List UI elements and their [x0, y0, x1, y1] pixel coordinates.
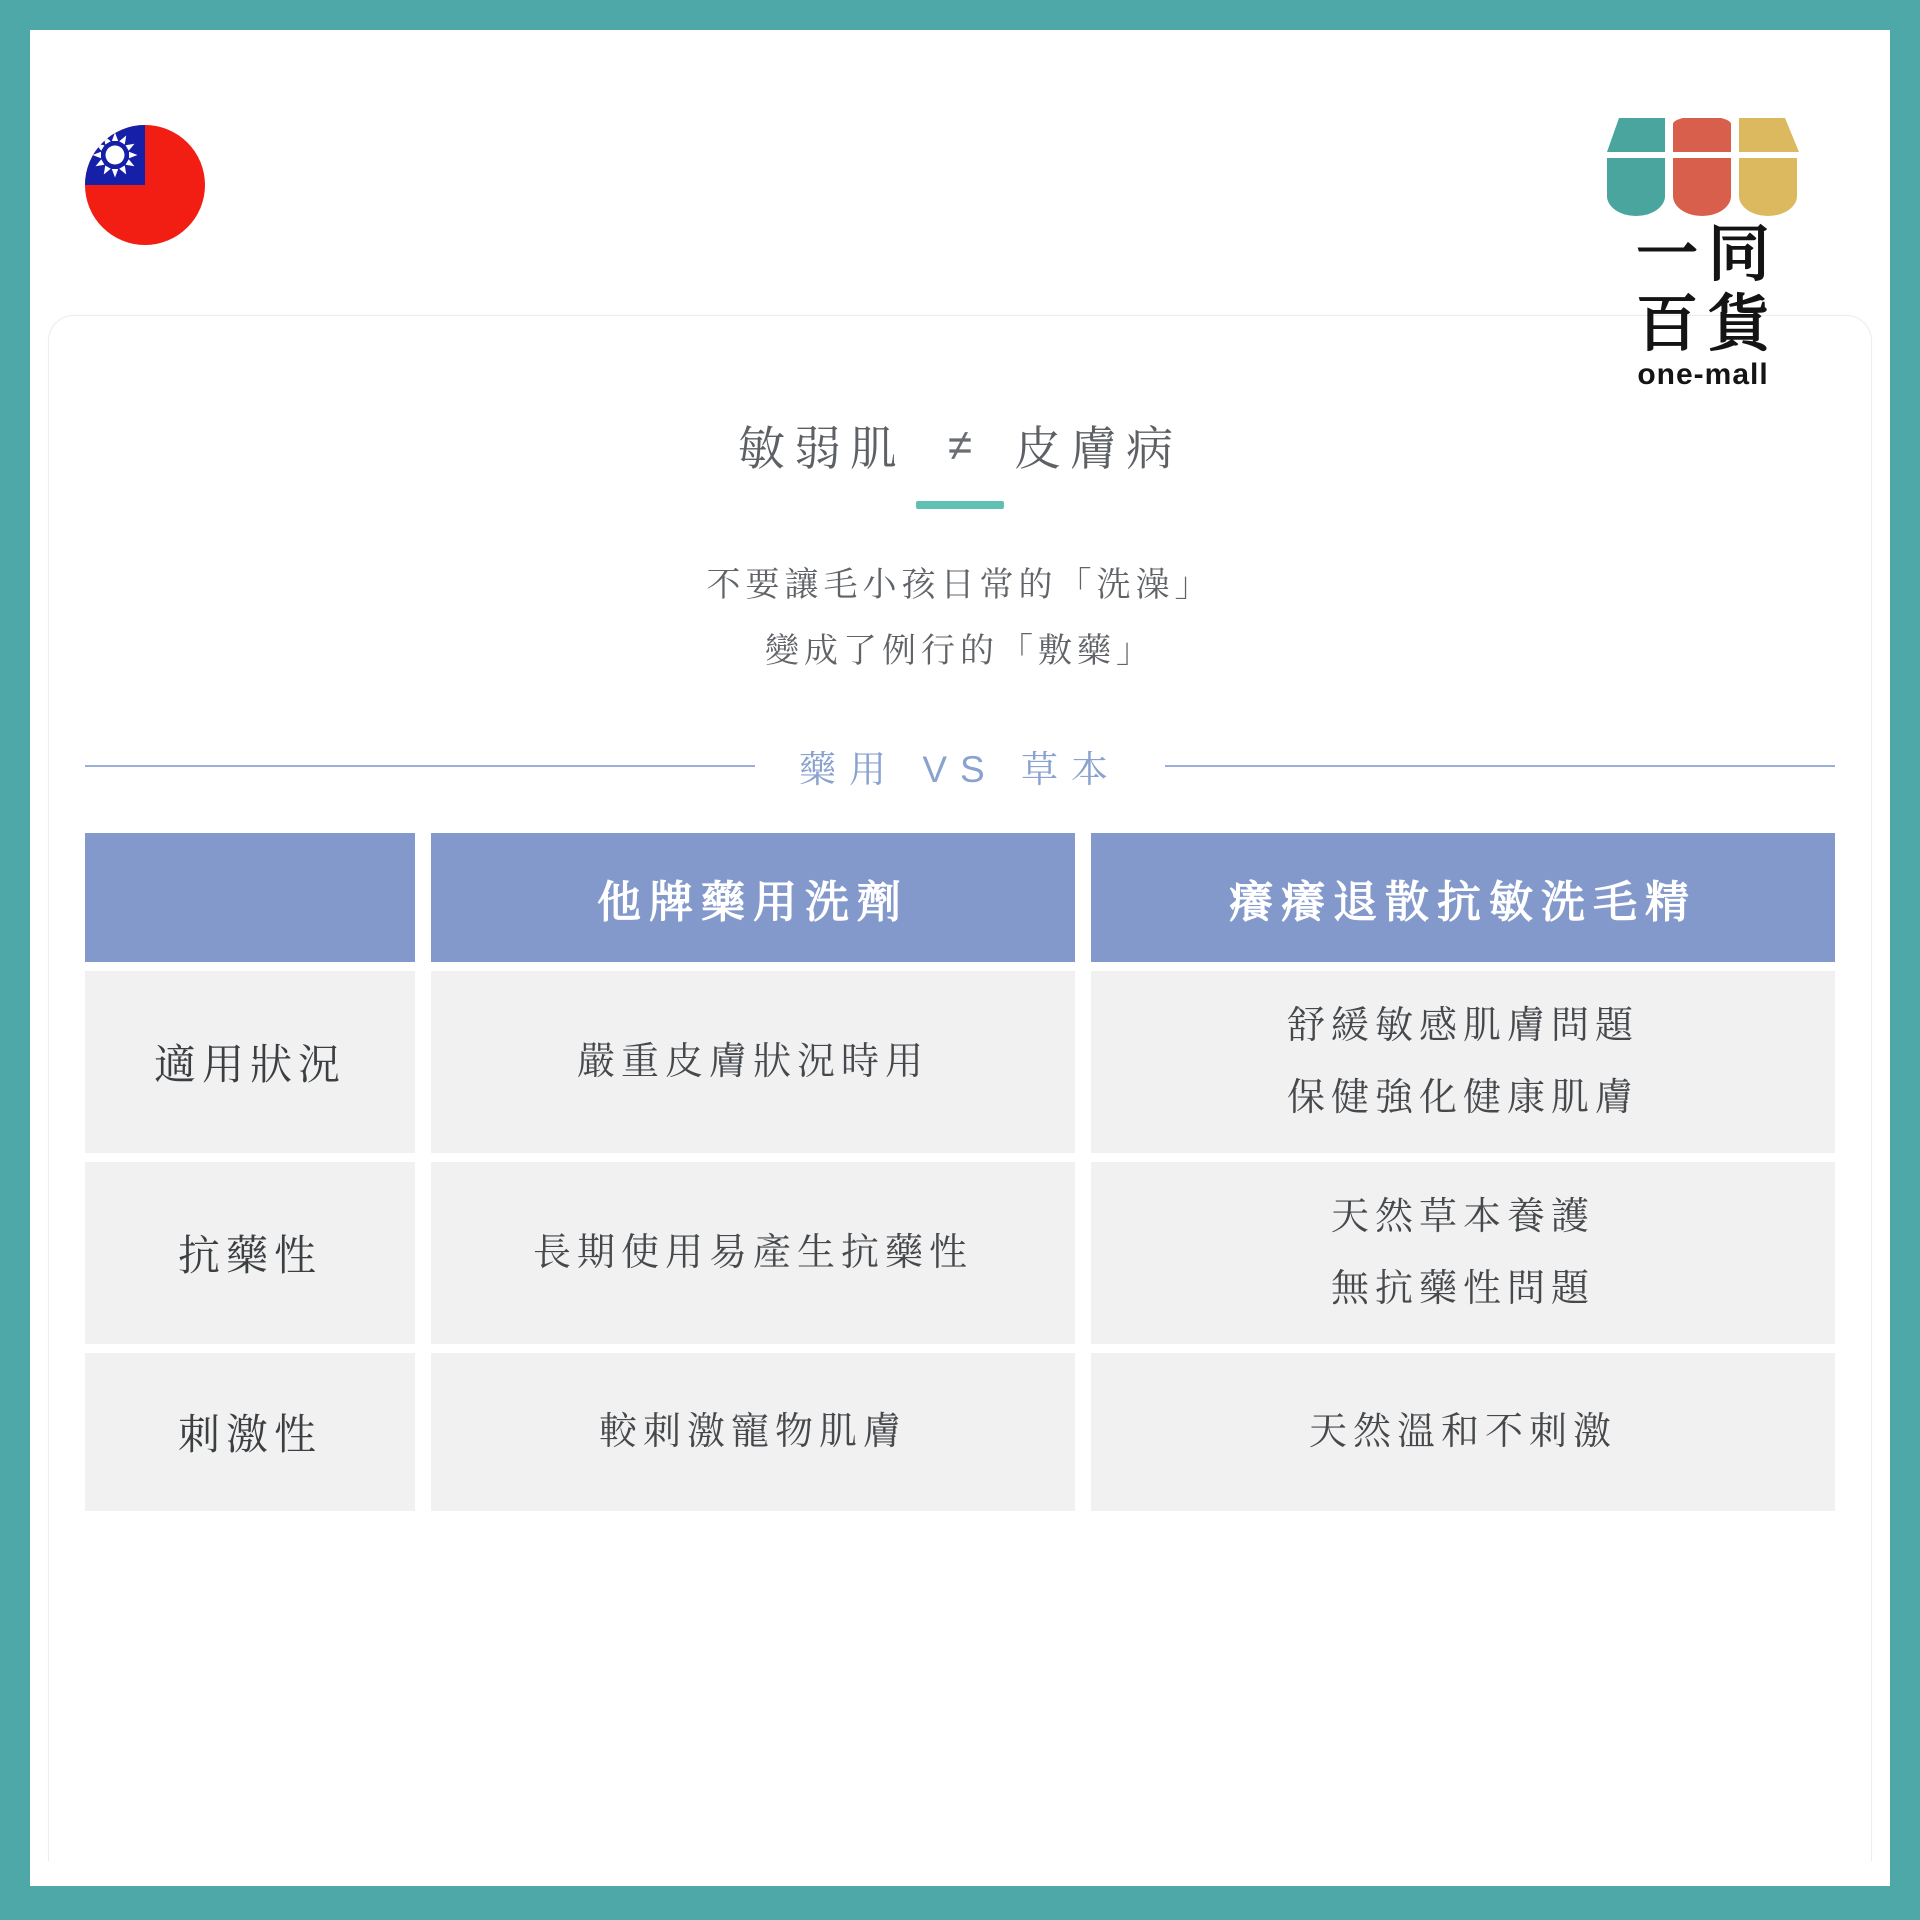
logo-latin-text: one-mall — [1637, 358, 1769, 391]
header-cell-other-brand: 他牌藥用洗劑 — [431, 833, 1075, 962]
table-cell — [431, 1162, 1075, 1344]
title-underline — [916, 501, 1004, 509]
title-right: 皮膚病 — [1014, 422, 1183, 475]
cell-line: 天然溫和不刺激 — [1308, 1411, 1617, 1453]
cell-line: 無抗藥性問題 — [1330, 1268, 1595, 1310]
divider-line-left — [85, 765, 755, 767]
row-label-irritation: 刺激性 — [85, 1353, 415, 1511]
not-equal-symbol: ≠ — [947, 420, 973, 470]
table-cell — [1091, 971, 1835, 1153]
page-title — [0, 412, 1920, 479]
cell-line: 舒緩敏感肌膚問題 — [1286, 1005, 1639, 1047]
table-cell — [431, 971, 1075, 1153]
cell-line: 較刺激寵物肌膚 — [598, 1411, 907, 1453]
header-cell-empty — [85, 833, 415, 962]
table-cell — [1091, 1162, 1835, 1344]
logo-char: 一 — [1635, 220, 1698, 289]
cell-line: 長期使用易產生抗藥性 — [532, 1232, 973, 1274]
row-label-drug-resistance: 抗藥性 — [85, 1162, 415, 1344]
divider-label: 藥用 VS 草本 — [799, 749, 1121, 790]
awning-icon — [1607, 118, 1799, 218]
one-mall-logo — [1605, 118, 1801, 392]
table-cell — [1091, 1353, 1835, 1511]
subtitle-line-2: 變成了例行的「敷藥」 — [765, 632, 1155, 670]
section-divider — [85, 740, 1835, 792]
divider-line-right — [1165, 765, 1835, 767]
cell-line: 保健強化健康肌膚 — [1286, 1077, 1639, 1119]
logo-characters — [1605, 220, 1801, 360]
row-label-usage: 適用狀況 — [85, 971, 415, 1153]
comparison-table — [85, 833, 1835, 1511]
cell-line: 天然草本養護 — [1330, 1196, 1595, 1238]
cell-line: 嚴重皮膚狀況時用 — [576, 1041, 929, 1083]
logo-char: 貨 — [1707, 290, 1770, 359]
subtitle — [0, 552, 1920, 684]
table-cell — [431, 1353, 1075, 1511]
subtitle-line-1: 不要讓毛小孩日常的「洗澡」 — [706, 566, 1214, 604]
logo-char: 百 — [1635, 290, 1698, 359]
header-cell-our-product: 癢癢退散抗敏洗毛精 — [1091, 833, 1835, 962]
title-left: 敏弱肌 — [737, 422, 906, 475]
taiwan-flag-icon — [85, 125, 205, 245]
logo-char: 同 — [1707, 220, 1770, 289]
